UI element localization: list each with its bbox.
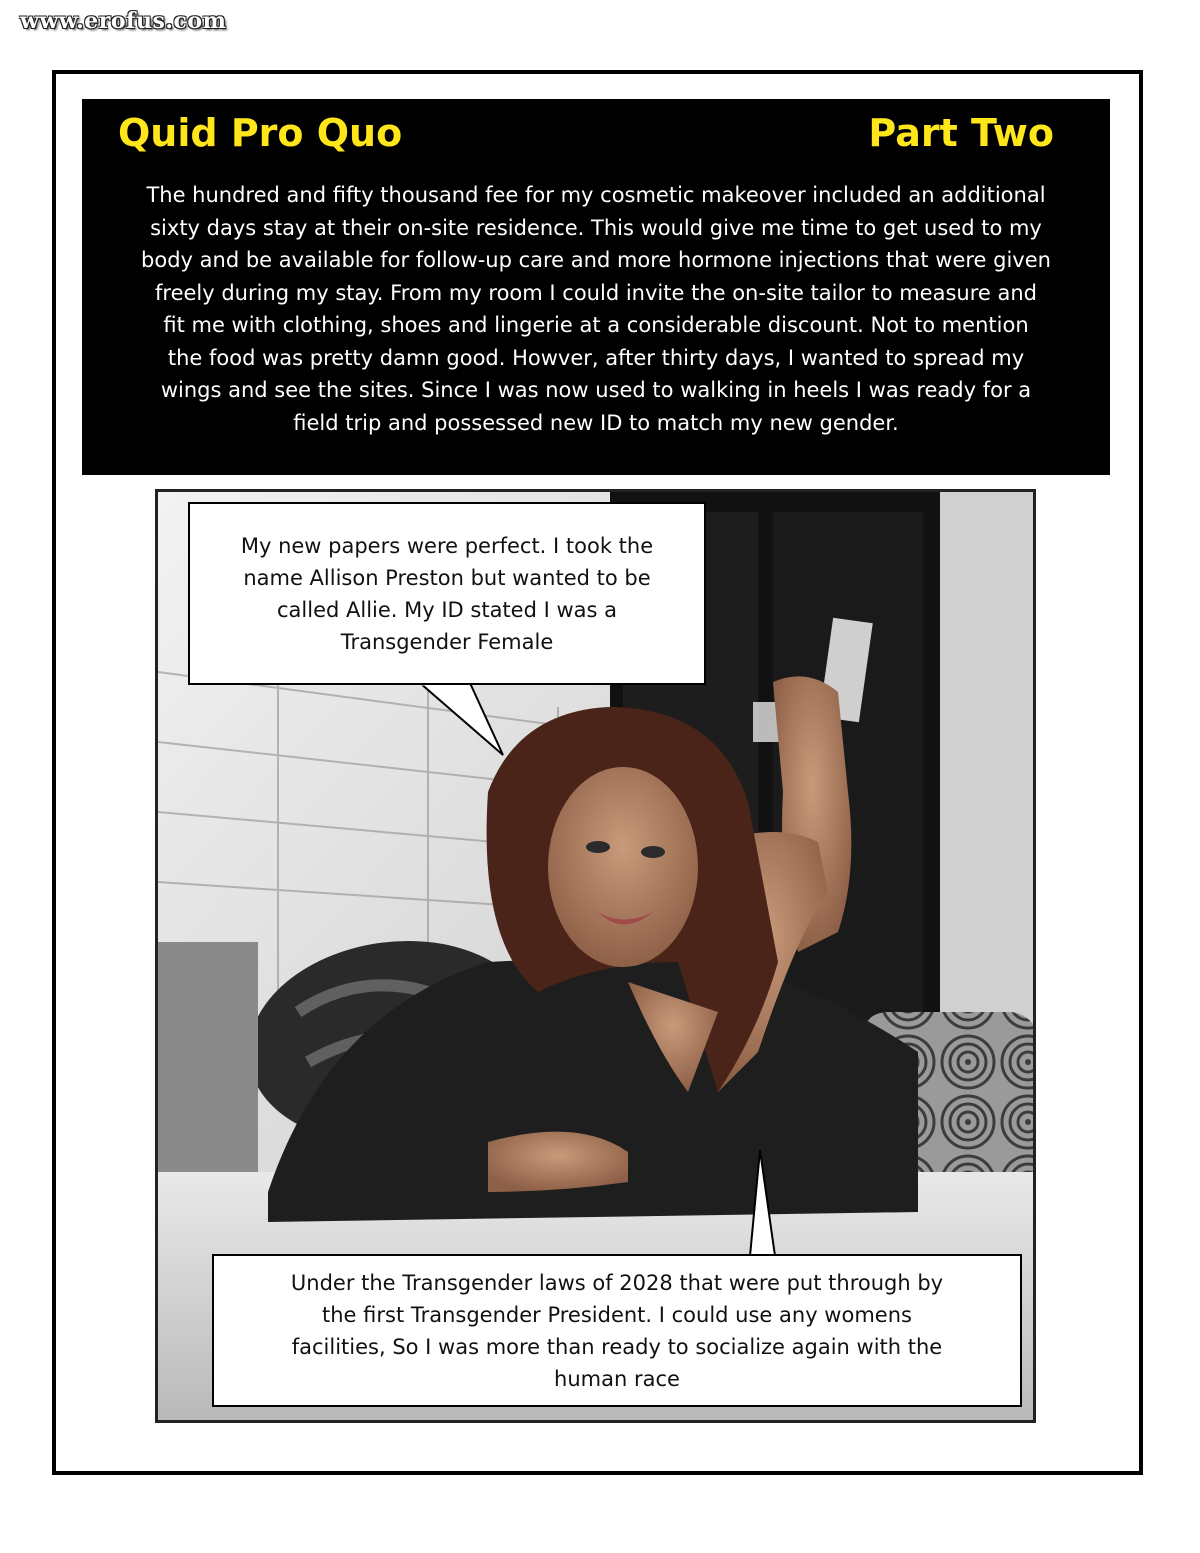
narration-text xyxy=(112,179,1080,439)
narration-line: freely during my stay. From my room I could invite the on-site tailor to measure and xyxy=(155,280,1037,305)
bubble-line: name Allison Preston but wanted to be xyxy=(243,565,651,590)
bubble-line: Transgender Female xyxy=(340,629,554,654)
right-wall xyxy=(940,492,1036,1052)
bubble-line: facilities, So I was more than ready to socialize again with the xyxy=(291,1334,943,1359)
bubble-line: human race xyxy=(554,1366,680,1391)
watermark-text: www.erofus.com xyxy=(20,8,227,34)
narration-line: fit me with clothing, shoes and lingerie at a considerable discount. Not to mention xyxy=(163,313,1029,337)
speech-bubble-bottom xyxy=(212,1254,1022,1407)
narration-line: field trip and possessed new ID to match my new gender. xyxy=(293,410,899,435)
narration-line: wings and see the sites. Since I was now used to walking in heels I was ready for a xyxy=(160,378,1032,402)
bubble-line: My new papers were perfect. I took the xyxy=(240,533,654,558)
part-label: Part Two xyxy=(868,111,1054,155)
bubble-line: the first Transgender President. I could use any womens xyxy=(322,1302,912,1327)
narration-line: the food was pretty damn good. Howver, after thirty days, I wanted to spread my xyxy=(167,345,1025,370)
bubble-line: Under the Transgender laws of 2028 that were put through by xyxy=(290,1270,944,1295)
face xyxy=(548,767,698,967)
front-hand xyxy=(488,1132,628,1192)
narration-line: body and be available for follow-up care and more hormone injections that were given xyxy=(141,248,1051,272)
bubble-line: called Allie. My ID stated I was a xyxy=(276,597,617,622)
speech-bubble-top xyxy=(188,502,706,685)
narration-line: The hundred and fifty thousand fee for my cosmetic makeover included an additional xyxy=(146,183,1046,207)
narration-line: sixty days stay at their on-site residence. This would give me time to get used to my xyxy=(150,215,1042,240)
caption-box xyxy=(82,99,1110,475)
comic-title: Quid Pro Quo xyxy=(118,111,403,155)
